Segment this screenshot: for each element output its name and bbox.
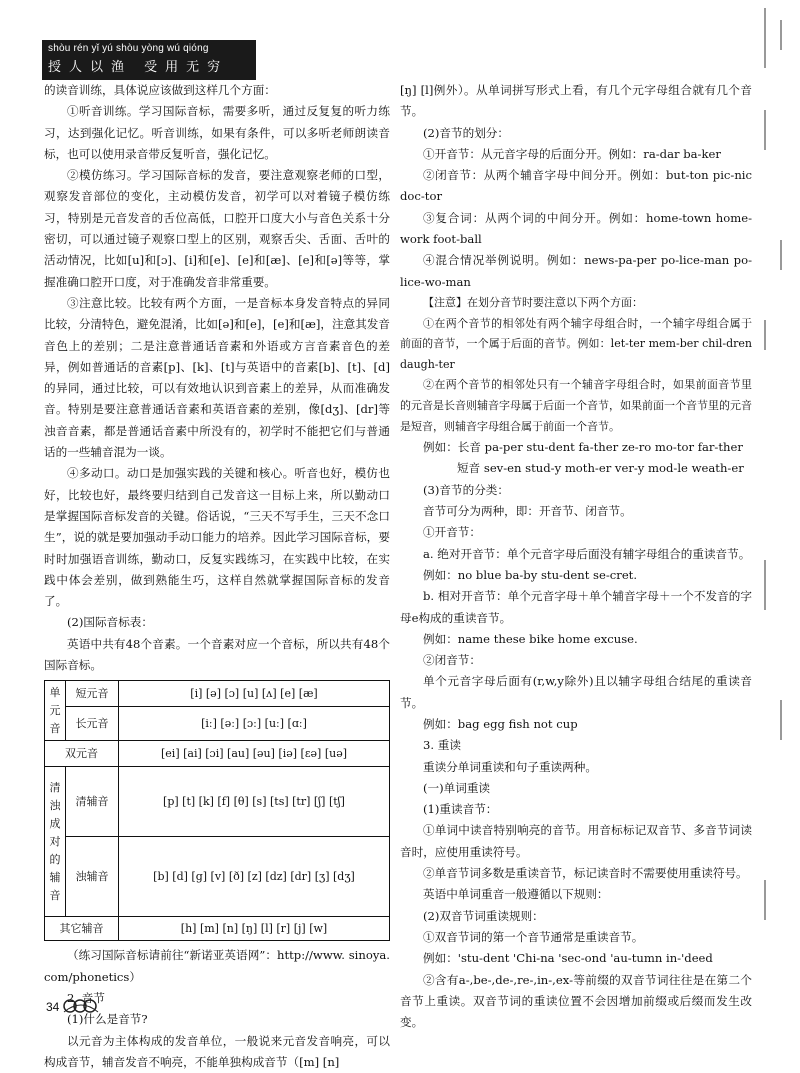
paragraph: ④混合情况举例说明。例如：news-pa-per po-lice-man po-lice-wo-man <box>400 250 752 293</box>
ipa-table <box>44 680 390 941</box>
subheading: (1)重读音节： <box>400 799 752 820</box>
example-short: 短音 sev-en stud-y moth-er ver-y mod-le weath-er <box>400 458 752 479</box>
voiceless-consonants: [p] [t] [k] [f] [θ] [s] [ts] [tr] [ʃ] [tʃ] <box>119 767 390 837</box>
paragraph: ①双音节词的第一个音节通常是重读音节。 <box>400 927 752 948</box>
paragraph: ②单音节词多数是重读音节，标记读音时不需要使用重读符号。 <box>400 863 752 884</box>
paragraph: 单个元音字母后面有(r,w,y除外)且以辅字母组合结尾的重读音节。 <box>400 671 752 714</box>
paragraph: 例如：no blue ba-by stu-dent se-cret. <box>400 565 752 586</box>
paragraph: ②含有a-,be-,de-,re-,in-,ex-等前缀的双音节词往往是在第二个音节上重读。双音节词的重读位置不会因增加前缀或后缀而发生改变。 <box>400 970 752 1034</box>
right-column <box>400 80 752 1033</box>
binding-dots-outer <box>776 0 790 1035</box>
paragraph: ①单词中读音特别响亮的音节。用音标标记双音节、多音节词读音时，应使用重读符号。 <box>400 820 752 863</box>
paragraph: b. 相对开音节：单个元音字母＋单个辅音字母＋一个不发音的字母e构成的重读音节。 <box>400 586 752 629</box>
paragraph: 例如：bag egg fish not cup <box>400 714 752 735</box>
paragraph: ④多动口。动口是加强实践的关键和核心。听音也好，模仿也好，比较也好，最终要归结到自己发音这一目标上来，所以勤动口是掌握国际音标发音的关键。俗话说，“三天不写手生，三天不念口生”，说的就是要加强动手动口能力的培养。因此学习国际音标，要时时加强语音训练，勤动口，反复实践练习，在实践中比较，在实践中体会差别，做到熟能生巧，这样自然就掌握国际音标的发音了。 <box>44 463 390 612</box>
page-header <box>42 40 256 80</box>
long-vowels: [iː] [əː] [ɔː] [uː] [ɑː] <box>119 707 390 741</box>
page-number: 34 <box>46 1000 59 1014</box>
paragraph: 重读分单词重读和句子重读两种。 <box>400 757 752 778</box>
paragraph: a. 绝对开音节：单个元音字母后面没有辅字母组合的重读音节。 <box>400 544 752 565</box>
note-heading: 【注意】在划分音节时要注意以下两个方面： <box>400 293 752 314</box>
other-consonant-label: 其它辅音 <box>45 917 119 941</box>
diphthongs: [ei] [ai] [ɔi] [au] [əu] [iə] [ɛə] [uə] <box>119 741 390 767</box>
voiced-label: 浊辅音 <box>66 837 119 917</box>
note-paragraph: ①在两个音节的相邻处有两个辅字母组合时，一个辅字母组合属于前面的音节，一个属于后面的音节。例如：let-ter mem-ber chil-dren daugh-ter <box>400 314 752 376</box>
subheading: (1)什么是音节? <box>44 1009 390 1030</box>
short-vowel-label: 短元音 <box>66 681 119 707</box>
example-long: 例如：长音 pa-per stu-dent fa-ther ze-ro mo-tor far-ther <box>400 437 752 458</box>
voiced-consonants: [b] [d] [g] [v] [ð] [z] [dz] [dr] [ʒ] [dʒ] <box>119 837 390 917</box>
binding-dots <box>760 0 774 1035</box>
subheading: (2)双音节词重读规则： <box>400 906 752 927</box>
left-column <box>44 80 390 1073</box>
consonant-group-label: 清浊成对的辅音 <box>45 767 66 917</box>
paragraph: ②闭音节：从两个辅音字母中间分开。例如：but-ton pic-nic doc-tor <box>400 165 752 208</box>
section-heading: 3. 重读 <box>400 735 752 756</box>
paragraph: 以元音为主体构成的发音单位，一般说来元音发音响亮，可以构成音节，辅音发音不响亮，不能单独构成音节（[m] [n] <box>44 1031 390 1073</box>
header-title: 授人以渔 受用无穷 <box>42 54 256 75</box>
paragraph: 的读音训练，具体说应该做到这样几个方面： <box>44 80 390 101</box>
long-vowel-label: 长元音 <box>66 707 119 741</box>
paragraph: ①听音训练。学习国际音标，需要多听，通过反复复的听力练习，达到强化记忆。听音训练，如果有条件，可以多听老师朗读音标，也可以使用录音带反复听音，强化记忆。 <box>44 101 390 165</box>
subheading: (2)音节的划分： <box>400 123 752 144</box>
voiceless-label: 清辅音 <box>66 767 119 837</box>
logo-icon <box>62 994 100 1016</box>
paragraph: ③注意比较。比较有两个方面，一是音标本身发音特点的异同比较，分清特色，避免混淆，比如[ə]和[e]，[e]和[æ]，注意其发音音色上的差别；二是注意普通话音素和外语或方言音素音色的差异，例如普通话的音素[p]、[k]、[t]与英语中的音素[b]、[t]、[d]的异同，通过比较，可以有效地认识到音素上的差异，从而准确发音。特别是要注意普通话音素和英语音素的差别，像[dʒ]、[dr]等浊音音素，都是普通话音素中所没有的，初学时不能把它们与普通话的一些辅音混为一谈。 <box>44 293 390 463</box>
section-heading: 2. 音节 <box>44 988 390 1009</box>
short-vowels: [i] [ə] [ɔ] [u] [ʌ] [e] [æ] <box>119 681 390 707</box>
paragraph: ①开音节： <box>400 522 752 543</box>
subheading: (3)音节的分类： <box>400 480 752 501</box>
note-paragraph: ②在两个音节的相邻处只有一个辅音字母组合时，如果前面音节里的元音是长音则辅音字母属于后面一个音节，如果前面一个音节里的元音是短音，则辅音字母组合属于前面一个音节。 <box>400 375 752 437</box>
other-consonants: [h] [m] [n] [ŋ] [l] [r] [j] [w] <box>119 917 390 941</box>
paragraph: ②闭音节： <box>400 650 752 671</box>
paragraph: （练习国际音标请前往“新诺亚英语网”：http://www. sinoya. com/phonetics） <box>44 945 390 988</box>
paragraph: 英语中共有48个音素。一个音素对应一个音标，所以共有48个国际音标。 <box>44 634 390 677</box>
subheading: (一)单词重读 <box>400 778 752 799</box>
header-pinyin: shòu rén yǐ yú shòu yòng wú qióng <box>42 40 256 54</box>
paragraph: ②模仿练习。学习国际音标的发音，要注意观察老师的口型，观察发音部位的变化，主动模仿发音，初学可以对着镜子模仿练习，特别是元音发音的舌位高低，口腔开口度大小与音色关系十分密切，可以通过镜子观察口型上的区别，观察舌尖、舌面、舌叶的活动情况，比如[u]和[ɔ]、[i]和[e]、[e]和[æ]、[e]和[ə]等等，掌握准确口腔开口度，对于准确发音非常重要。 <box>44 165 390 293</box>
paragraph: [ŋ] [l]例外）。从单词拼写形式上看，有几个元字母组合就有几个音节。 <box>400 80 752 123</box>
paragraph: 例如：name these bike home excuse. <box>400 629 752 650</box>
paragraph: 例如：'stu-dent 'Chi-na 'sec-ond 'au-tumn in-'deed <box>400 948 752 969</box>
paragraph: ③复合词：从两个词的中间分开。例如：home-town home-work foot-ball <box>400 208 752 251</box>
paragraph: 英语中单词重音一般遵循以下规则： <box>400 884 752 905</box>
paragraph: ①开音节：从元音字母的后面分开。例如：ra-dar ba-ker <box>400 144 752 165</box>
paragraph: 音节可分为两种，即：开音节、闭音节。 <box>400 501 752 522</box>
diphthong-label: 双元音 <box>45 741 119 767</box>
vowel-group-label: 单元音 <box>45 681 66 741</box>
subheading: (2)国际音标表： <box>44 612 390 633</box>
